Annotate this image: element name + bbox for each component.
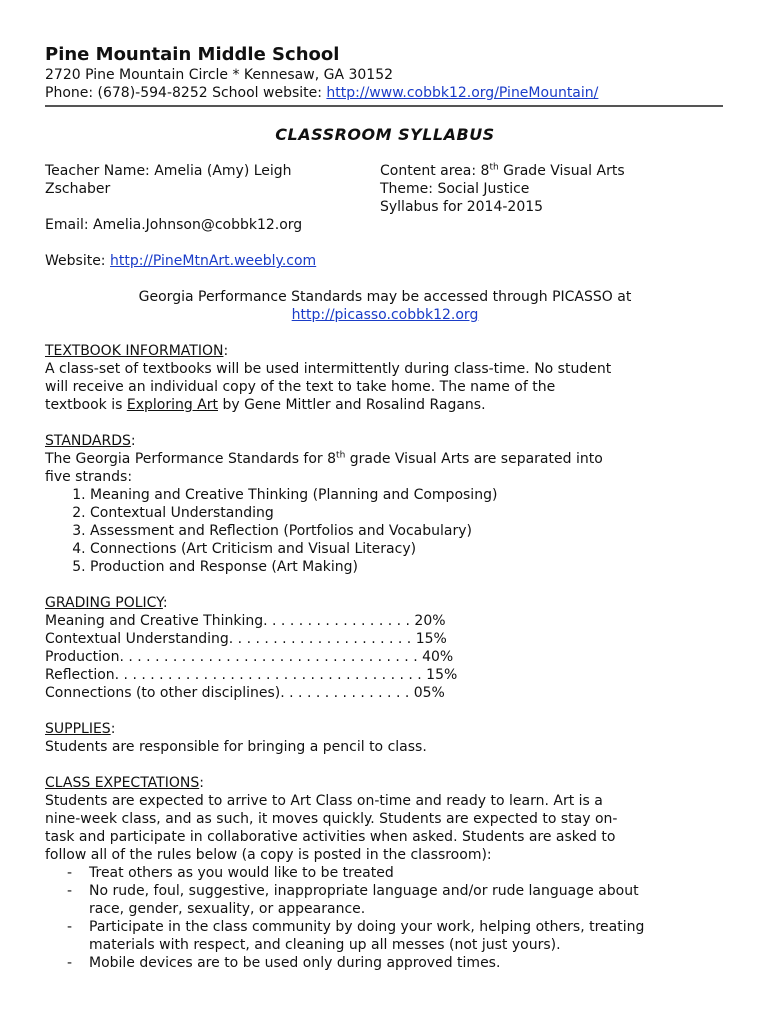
teacher-name-line1: Teacher Name: Amelia (Amy) Leigh bbox=[45, 163, 292, 179]
textbook-text-line: textbook is Exploring Art by Gene Mittler and Rosalind Ragans. bbox=[45, 397, 486, 413]
expectations-text-line: task and participate in collaborative activities when asked. Students are asked to bbox=[45, 829, 616, 845]
teacher-email: Email: Amelia.Johnson@cobbk12.org bbox=[45, 217, 303, 233]
list-item: 1. Meaning and Creative Thinking (Planning and Composing) bbox=[90, 486, 725, 504]
grading-row: Meaning and Creative Thinking. . . . . . . . . . . . . . . . . 20% bbox=[45, 613, 446, 629]
expectations-text-line: follow all of the rules below (a copy is posted in the classroom): bbox=[45, 847, 492, 863]
list-item: 2. Contextual Understanding bbox=[90, 504, 725, 522]
list-item: 5. Production and Response (Art Making) bbox=[90, 558, 725, 576]
school-website-link[interactable]: http://www.cobbk12.org/PineMountain/ bbox=[326, 85, 599, 101]
rule-item: - No rude, foul, suggestive, inappropriate language and/or rude language about race, gender, sexuality, or appearance. bbox=[67, 882, 649, 918]
school-name: Pine Mountain Middle School bbox=[45, 44, 340, 65]
standards-list bbox=[45, 486, 725, 576]
book-title: Exploring Art bbox=[126, 397, 218, 413]
grading-row: Contextual Understanding. . . . . . . . . . . . . . . . . . . . . 15% bbox=[45, 631, 447, 647]
expectations-text-line: nine-week class, and as such, it moves quickly. Students are expected to stay on- bbox=[45, 811, 618, 827]
expectations-text-line: Students are expected to arrive to Art Class on-time and ready to learn. Art is a bbox=[45, 793, 603, 809]
picasso-link[interactable]: http://picasso.cobbk12.org bbox=[291, 307, 479, 323]
gps-text: Georgia Performance Standards may be accessed through PICASSO at bbox=[138, 289, 632, 305]
grading-row: Connections (to other disciplines). . . . . . . . . . . . . . . 05% bbox=[45, 685, 445, 701]
standards-heading: STANDARDS: bbox=[45, 433, 136, 449]
teacher-website: Website: http://PineMtnArt.weebly.com bbox=[45, 253, 317, 269]
standards-intro: The Georgia Performance Standards for 8th grade Visual Arts are separated into bbox=[45, 450, 603, 467]
textbook-text-line: will receive an individual copy of the text to take home. The name of the bbox=[45, 379, 556, 395]
textbook-heading: TEXTBOOK INFORMATION: bbox=[45, 343, 229, 359]
syllabus-page bbox=[45, 44, 725, 972]
rule-item: - Participate in the class community by doing your work, helping others, treating materials with respect, and cleaning up all messes (not just yours). bbox=[67, 918, 689, 954]
content-area: Content area: 8th Grade Visual Arts bbox=[380, 162, 625, 179]
grading-heading: GRADING POLICY: bbox=[45, 595, 168, 611]
textbook-text-line: A class-set of textbooks will be used intermittently during class-time. No student bbox=[45, 361, 612, 377]
supplies-text: Students are responsible for bringing a pencil to class. bbox=[45, 739, 427, 755]
course-theme: Theme: Social Justice bbox=[380, 181, 530, 197]
list-item: 3. Assessment and Reflection (Portfolios and Vocabulary) bbox=[90, 522, 725, 540]
course-info bbox=[380, 162, 720, 216]
expectations-heading: CLASS EXPECTATIONS: bbox=[45, 775, 204, 791]
school-contact bbox=[45, 84, 725, 102]
rule-item: - Mobile devices are to be used only during approved times. bbox=[67, 954, 725, 972]
rule-item: - Treat others as you would like to be treated bbox=[67, 864, 725, 882]
grading-row: Production. . . . . . . . . . . . . . . . . . . . . . . . . . . . . . . . . . 40% bbox=[45, 649, 454, 665]
standards-intro-line2: five strands: bbox=[45, 469, 133, 485]
phone-label: Phone: (678)-594-8252 School website: bbox=[45, 85, 327, 101]
info-columns bbox=[45, 162, 725, 216]
rules-list bbox=[45, 864, 725, 972]
syllabus-year: Syllabus for 2014-2015 bbox=[380, 199, 544, 215]
page-title: CLASSROOM SYLLABUS bbox=[275, 125, 495, 144]
grading-row: Reflection. . . . . . . . . . . . . . . . . . . . . . . . . . . . . . . . . . . 15% bbox=[45, 667, 458, 683]
list-item: 4. Connections (Art Criticism and Visual Literacy) bbox=[90, 540, 725, 558]
school-address: 2720 Pine Mountain Circle * Kennesaw, GA 30152 bbox=[45, 67, 394, 83]
supplies-heading: SUPPLIES: bbox=[45, 721, 116, 737]
header-divider bbox=[45, 105, 723, 107]
teacher-name-line2: Zschaber bbox=[45, 181, 111, 197]
gps-notice bbox=[45, 288, 725, 324]
teacher-info bbox=[45, 162, 380, 216]
teacher-website-link[interactable]: http://PineMtnArt.weebly.com bbox=[109, 253, 317, 269]
